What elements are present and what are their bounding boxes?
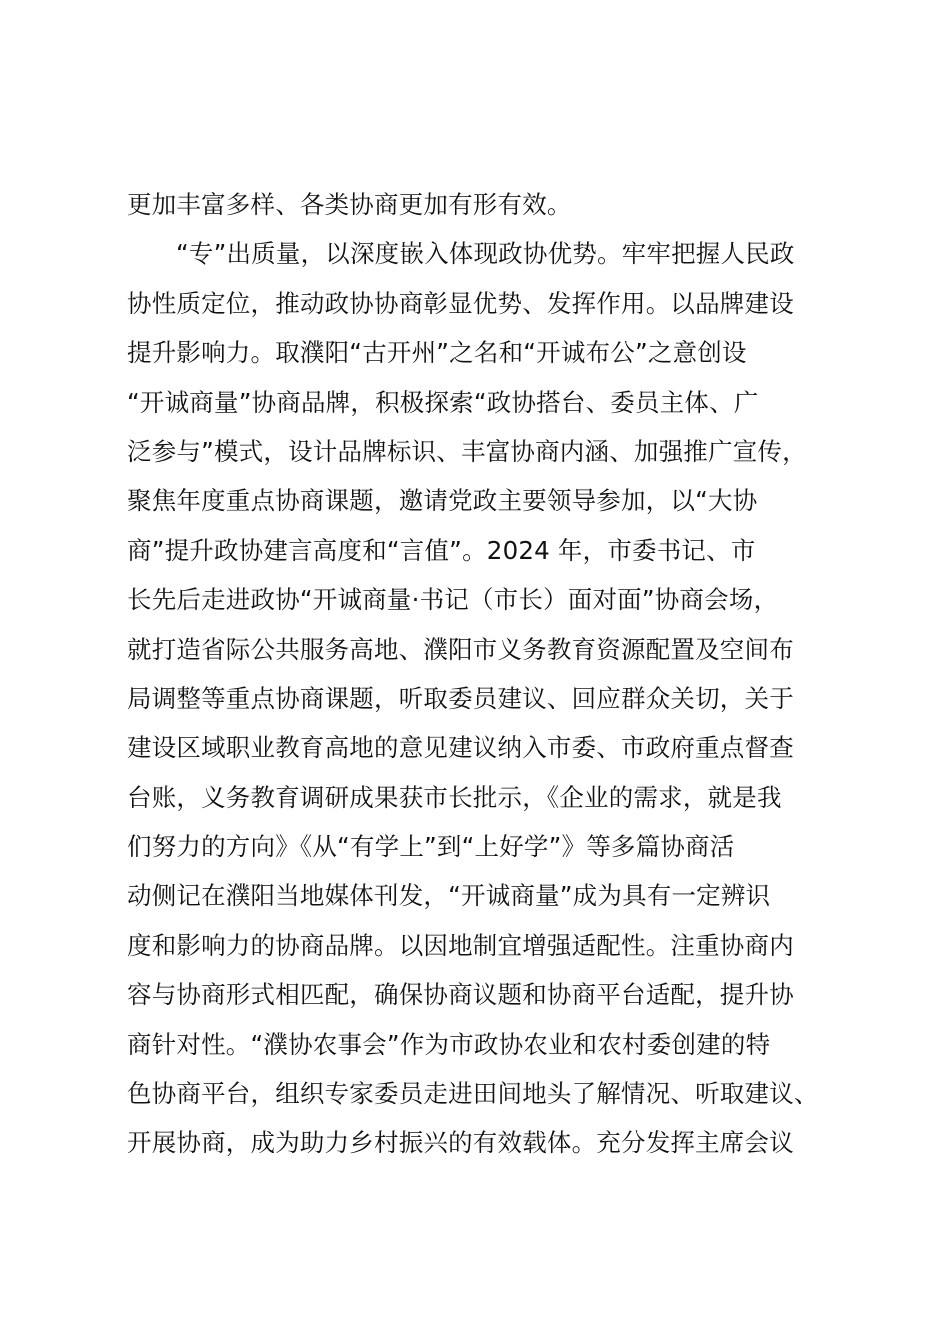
text-line: 商针对性。“濮协农事会”作为市政协农业和农村委创建的特 [127, 1029, 771, 1059]
text-line: 局调整等重点协商课题，听取委员建议、回应群众关切，关于 [127, 683, 794, 713]
text-line: 色协商平台，组织专家委员走进田间地头了解情况、听取建议、 [127, 1079, 819, 1109]
text-line: 开展协商，成为助力乡村振兴的有效载体。充分发挥主席会议 [127, 1128, 794, 1158]
text-line: 度和影响力的协商品牌。以因地制宜增强适配性。注重协商内 [127, 930, 794, 960]
text-line: 提升影响力。取濮阳“古开州”之名和“开诚布公”之意创设 [127, 338, 747, 368]
text-line: 商”提升政协建言高度和“言值”。2024 年，市委书记、市 [127, 535, 756, 565]
text-line: 聚焦年度重点协商课题，邀请党政主要领导参加，以“大协 [127, 486, 758, 516]
text-line: 建设区域职业教育高地的意见建议纳入市委、市政府重点督查 [127, 733, 794, 763]
text-line: 们努力的方向》《从“有学上”到“上好学”》等多篇协商活 [127, 832, 735, 862]
text-line: 长先后走进政协“开诚商量·书记（市长）面对面”协商会场， [127, 585, 779, 615]
text-line: 容与协商形式相匹配，确保协商议题和协商平台适配，提升协 [127, 980, 794, 1010]
text-line: 动侧记在濮阳当地媒体刊发，“开诚商量”成为具有一定辨识 [127, 881, 771, 911]
text-line: “开诚商量”协商品牌，积极探索“政协搭台、委员主体、广 [127, 387, 759, 417]
text-line: 就打造省际公共服务高地、濮阳市义务教育资源配置及空间布 [127, 634, 794, 664]
text-line: 协性质定位，推动政协协商彰显优势、发挥作用。以品牌建设 [127, 288, 794, 318]
text-line: 台账，义务教育调研成果获市长批示，《企业的需求，就是我 [127, 782, 782, 812]
body-text [127, 180, 857, 1168]
paragraph-first-line: “专”出质量，以深度嵌入体现政协优势。牢牢把握人民政 [176, 239, 795, 269]
text-line: 泛参与”模式，设计品牌标识、丰富协商内涵、加强推广宣传， [127, 436, 807, 466]
text-line: 更加丰富多样、各类协商更加有形有效。 [127, 190, 572, 219]
